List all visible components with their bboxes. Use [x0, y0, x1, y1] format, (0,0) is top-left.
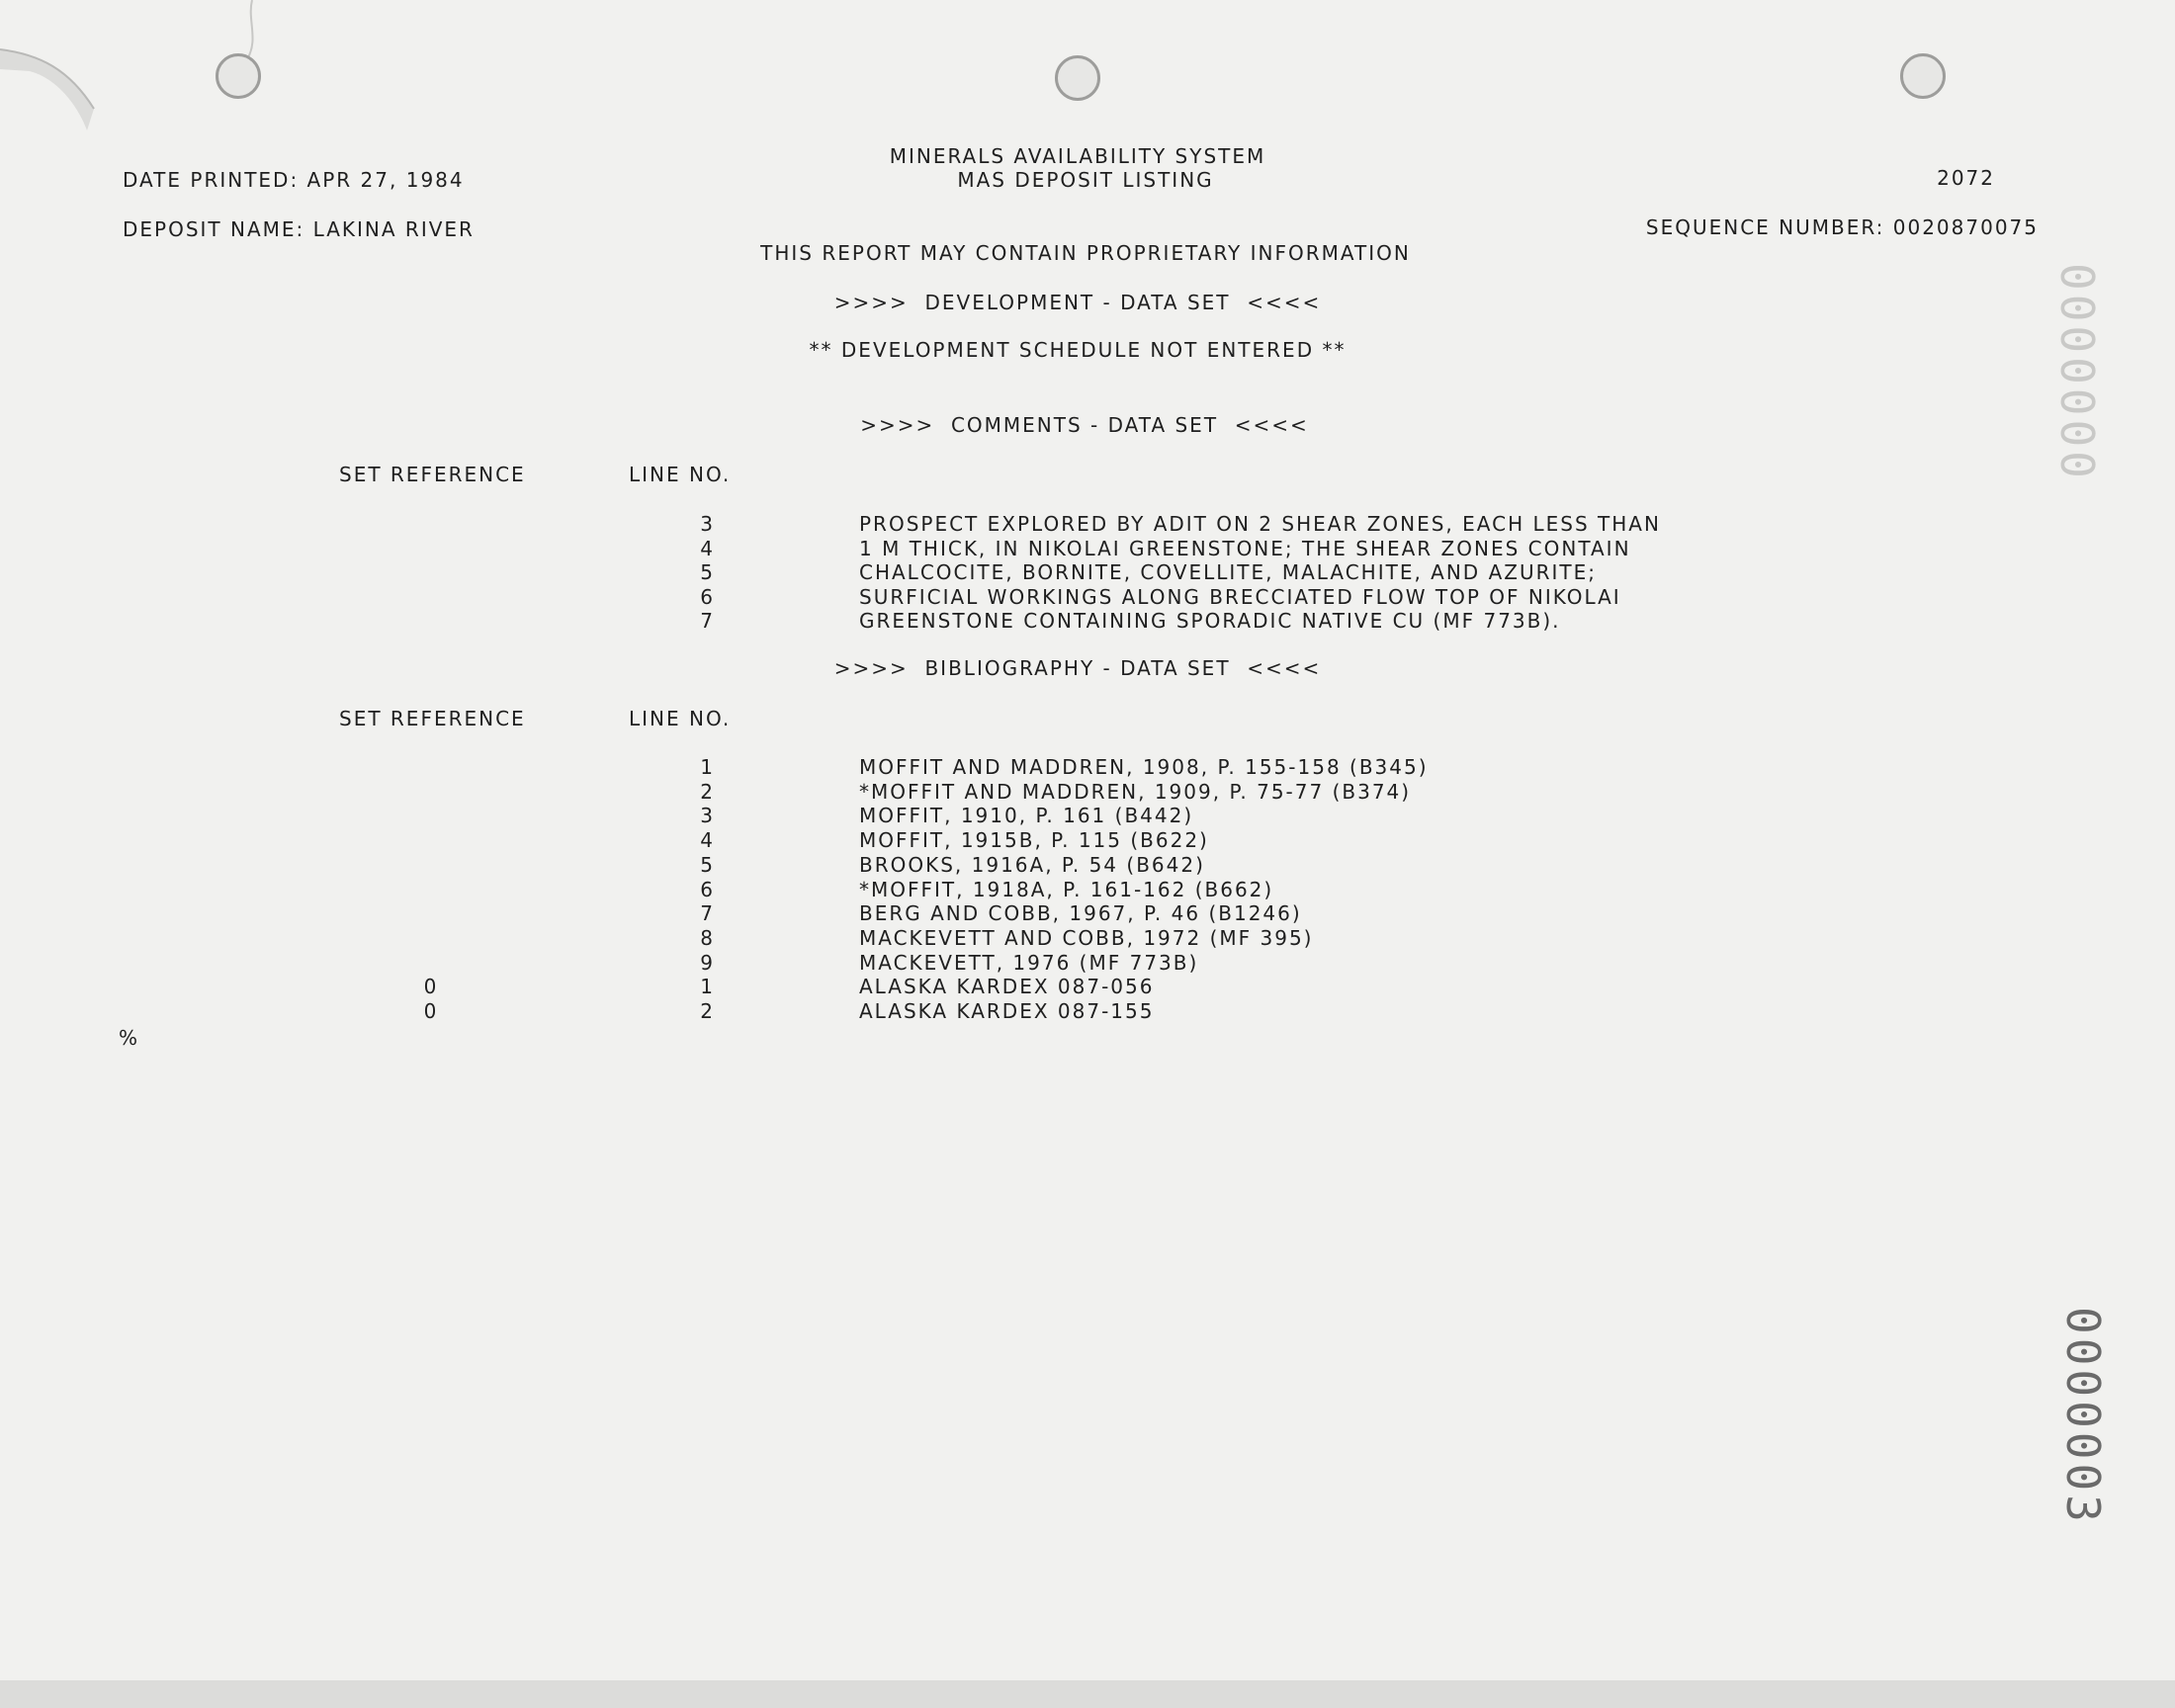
line-number-cell: 4 [700, 828, 715, 853]
entry-text-cell: BERG AND COBB, 1967, P. 46 (B1246) [859, 901, 1302, 926]
entry-text-cell: SURFICIAL WORKINGS ALONG BRECCIATED FLOW TOP OF NIKOLAI [859, 584, 1621, 609]
date-printed: DATE PRINTED: APR 27, 1984 [123, 168, 465, 192]
entry-text-cell: MOFFIT, 1915B, P. 115 (B622) [859, 828, 1209, 853]
comments-col-set-reference: SET REFERENCE [339, 463, 526, 486]
proprietary-notice: THIS REPORT MAY CONTAIN PROPRIETARY INFORMATION [760, 241, 1411, 265]
line-number-cell: 3 [700, 512, 715, 536]
listing-title: MAS DEPOSIT LISTING [957, 168, 1214, 192]
development-heading: >>>> DEVELOPMENT - DATA SET <<<< [833, 291, 1322, 314]
entry-text-cell: MOFFIT AND MADDREN, 1908, P. 155-158 (B345) [859, 755, 1429, 779]
line-number-cell: 3 [700, 804, 715, 828]
entry-text-cell: PROSPECT EXPLORED BY ADIT ON 2 SHEAR ZONES, EACH LESS THAN [859, 512, 1661, 536]
line-number-cell: 5 [700, 560, 715, 584]
comments-heading: >>>> COMMENTS - DATA SET <<<< [860, 413, 1309, 437]
page-bottom-edge [0, 1680, 2175, 1708]
bibliography-heading: >>>> BIBLIOGRAPHY - DATA SET <<<< [833, 656, 1322, 680]
entry-text-cell: *MOFFIT AND MADDREN, 1909, P. 75-77 (B374) [859, 779, 1412, 804]
line-number-cell: 7 [700, 901, 715, 926]
line-number-cell: 1 [700, 975, 715, 999]
line-number-cell: 6 [700, 877, 715, 901]
deposit-name: DEPOSIT NAME: LAKINA RIVER [123, 217, 475, 241]
entry-text-cell: *MOFFIT, 1918A, P. 161-162 (B662) [859, 877, 1274, 901]
set-reference-cell: 0 [423, 975, 439, 999]
line-number-cell: 2 [700, 999, 715, 1023]
line-number-cell: 6 [700, 584, 715, 609]
entry-text-cell: GREENSTONE CONTAINING SPORADIC NATIVE CU (MF 773B). [859, 609, 1561, 633]
line-number-cell: 1 [700, 755, 715, 779]
entry-text-cell: ALASKA KARDEX 087-155 [859, 999, 1155, 1023]
line-number-cell: 4 [700, 536, 715, 560]
sequence-number: SEQUENCE NUMBER: 0020870075 [1645, 215, 2039, 239]
line-number-cell: 5 [700, 852, 715, 877]
line-number-cell: 2 [700, 779, 715, 804]
entry-text-cell: 1 M THICK, IN NIKOLAI GREENSTONE; THE SHEAR ZONES CONTAIN [859, 536, 1631, 560]
line-number-cell: 7 [700, 609, 715, 633]
punch-hole-left [216, 53, 261, 99]
bibliography-col-line-no: LINE NO. [629, 707, 732, 730]
entry-text-cell: MACKEVETT, 1976 (MF 773B) [859, 950, 1199, 975]
punch-hole-center [1055, 55, 1100, 101]
entry-text-cell: MACKEVETT AND COBB, 1972 (MF 395) [859, 925, 1314, 950]
bibliography-col-set-reference: SET REFERENCE [339, 707, 526, 730]
margin-stamp-bottom-right: 0000003 [2056, 1307, 2110, 1526]
entry-text-cell: MOFFIT, 1910, P. 161 (B442) [859, 804, 1194, 828]
comments-col-line-no: LINE NO. [629, 463, 732, 486]
line-number-cell: 9 [700, 950, 715, 975]
entry-text-cell: BROOKS, 1916A, P. 54 (B642) [859, 852, 1205, 877]
system-title: MINERALS AVAILABILITY SYSTEM [889, 144, 1266, 168]
entry-text-cell: ALASKA KARDEX 087-056 [859, 975, 1155, 999]
development-note: ** DEVELOPMENT SCHEDULE NOT ENTERED ** [809, 338, 1347, 362]
end-mark: % [119, 1026, 140, 1050]
entry-text-cell: CHALCOCITE, BORNITE, COVELLITE, MALACHITE, AND AZURITE; [859, 560, 1597, 584]
page-number: 2072 [1937, 166, 1995, 190]
set-reference-cell: 0 [423, 999, 439, 1023]
margin-stamp-top-right: 0000000 [2050, 263, 2104, 482]
line-number-cell: 8 [700, 925, 715, 950]
punch-hole-right [1900, 53, 1946, 99]
